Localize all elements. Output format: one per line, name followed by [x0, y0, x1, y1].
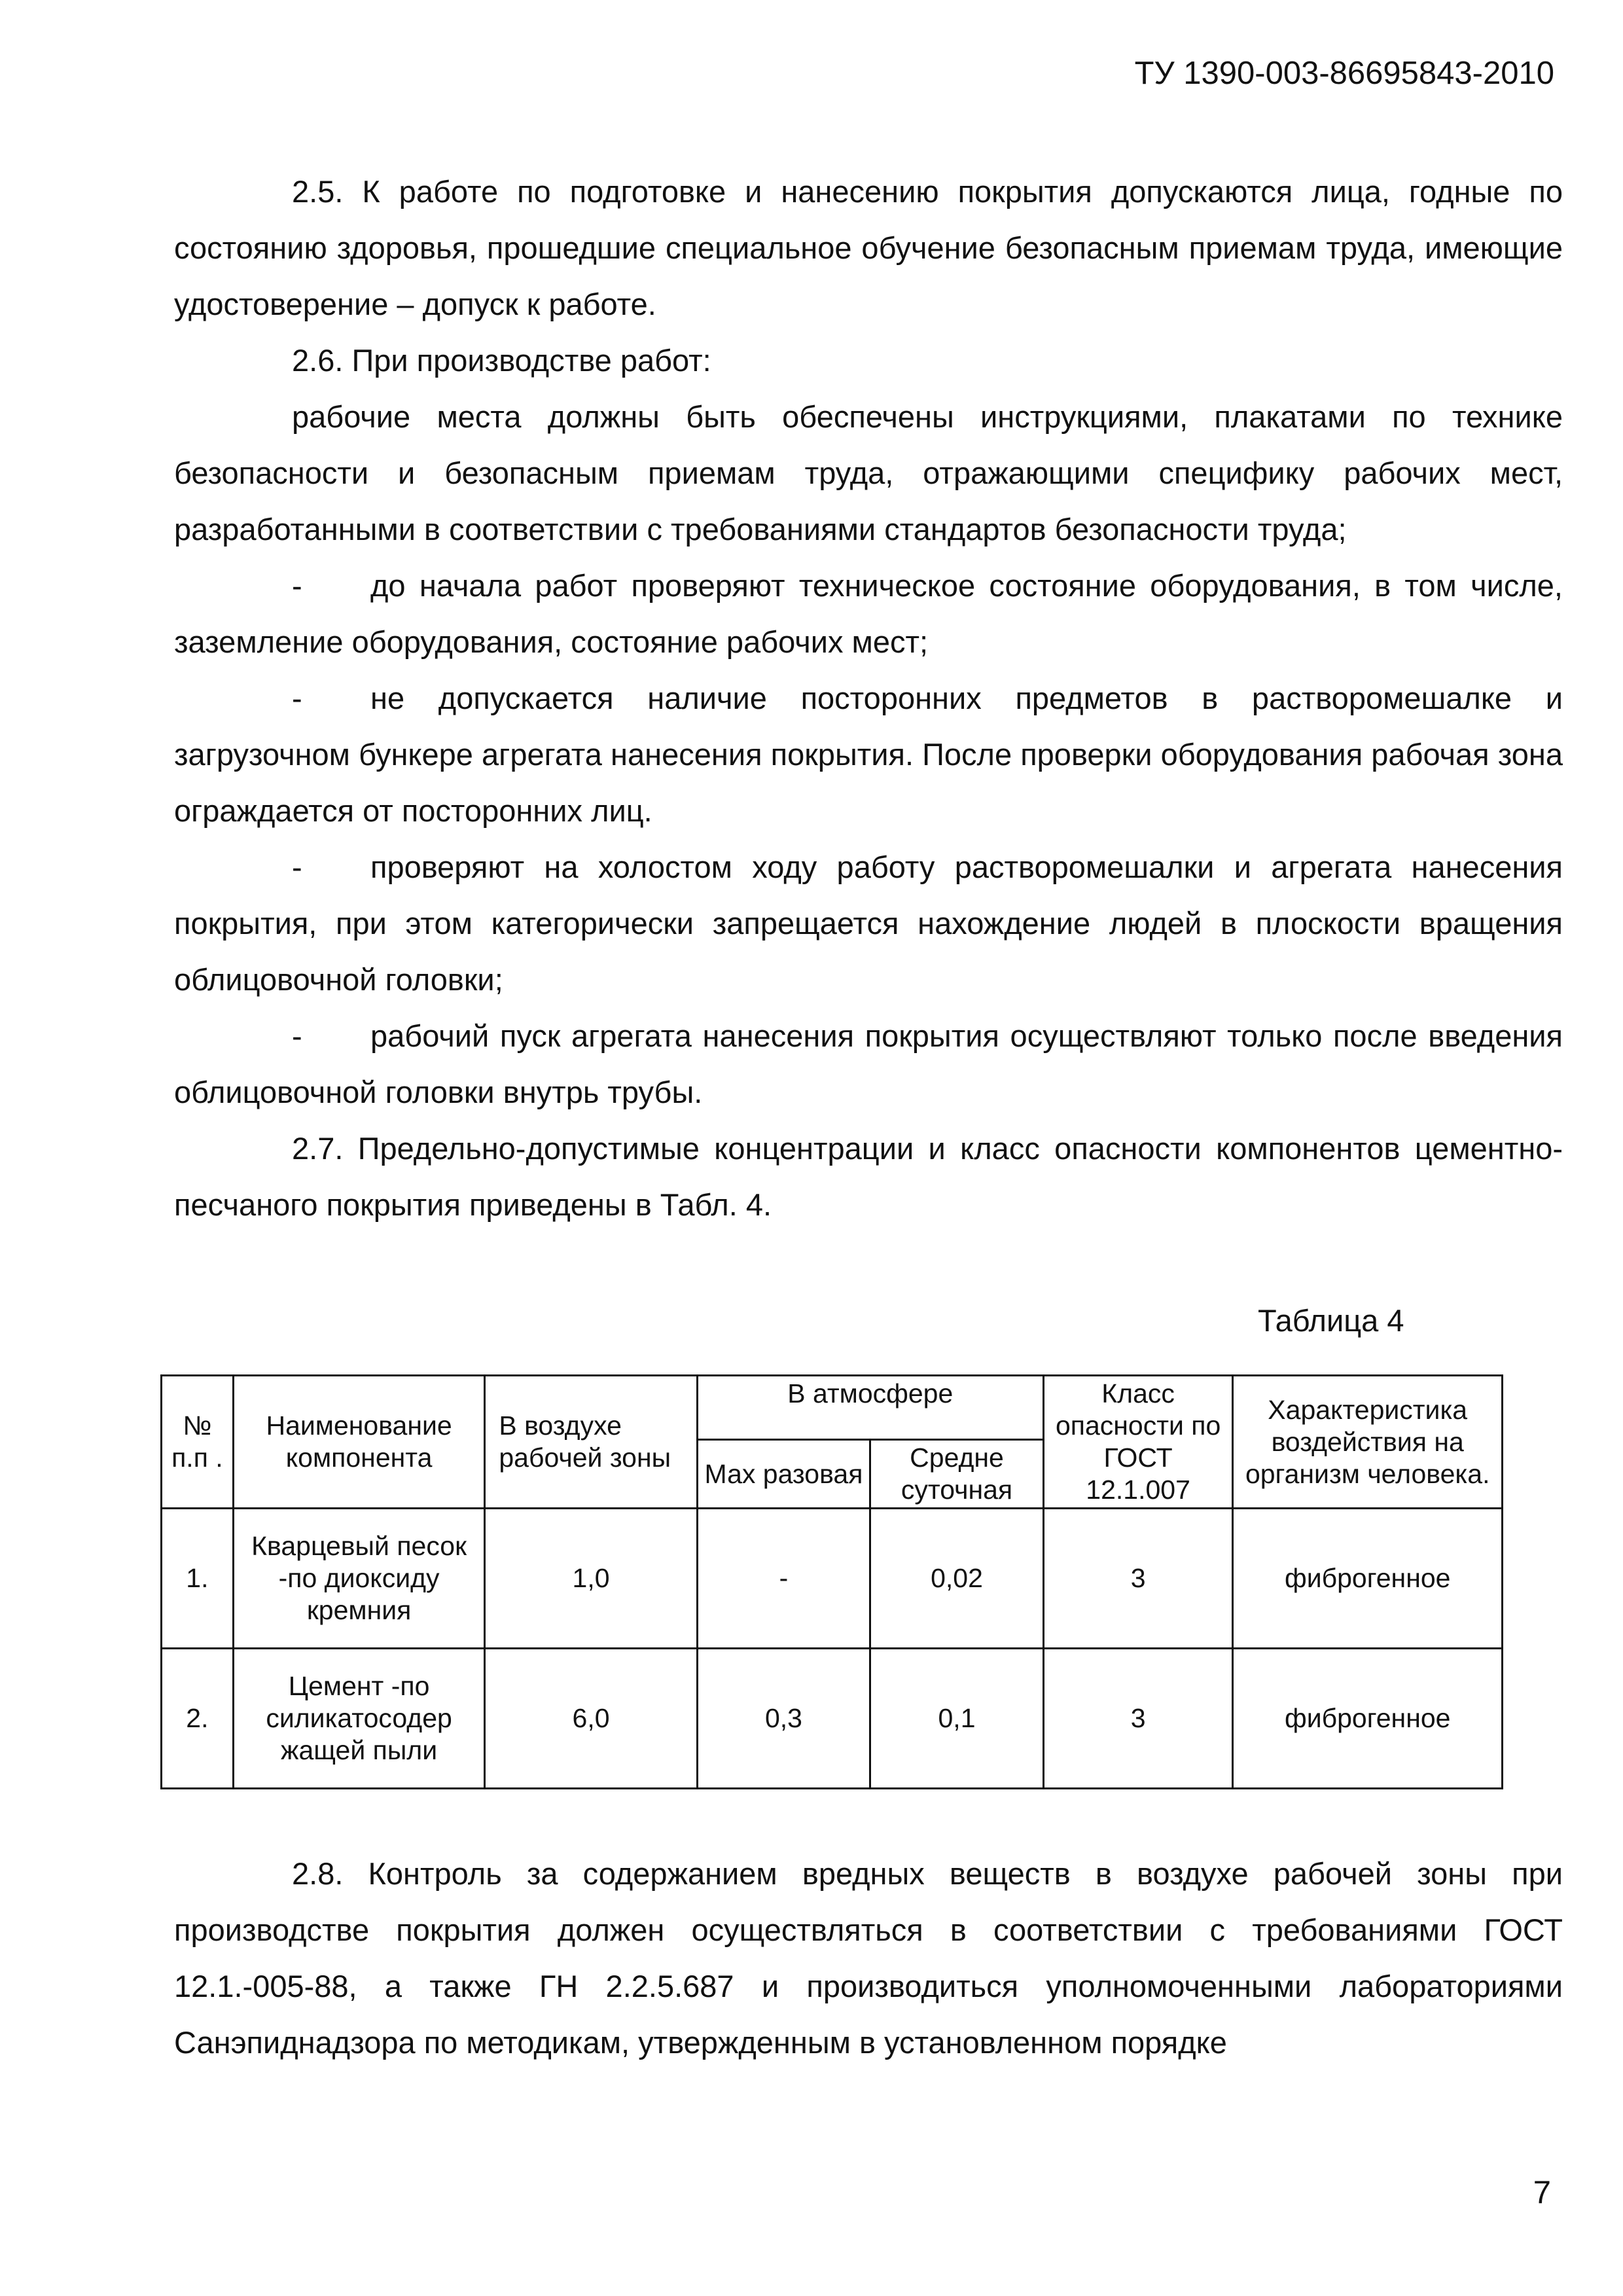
- bullet-text-2: не допускается наличие посторонних предметов в растворомешалке и загрузочном бункере агрегата нанесения покрытия. После проверки оборудования рабочая зона ограждается от посторонних лиц.: [174, 681, 1563, 828]
- bullet-item-2: [174, 670, 1563, 839]
- header-air: В воздухе рабочей зоны: [485, 1376, 697, 1509]
- header-num: № п.п .: [162, 1376, 234, 1509]
- bullet-dash: -: [292, 1018, 302, 1053]
- section-2-text: [174, 164, 1563, 1233]
- cell-name: Цемент -по силикатосодер жащей пыли: [233, 1649, 485, 1789]
- paragraph-2-8: 2.8. Контроль за содержанием вредных веществ в воздухе рабочей зоны при производстве покрытия должен осуществляться в соответствии с требованиями ГОСТ 12.1.-005-88, а также ГН 2.2.5.687 и производиться уполномоченными лабораториями Санэпиднадзора по методикам, утвержденным в установленном порядке: [174, 1856, 1563, 2060]
- cell-class: 3: [1043, 1509, 1233, 1649]
- table-4: [160, 1374, 1503, 1789]
- header-max: Мах разовая: [697, 1440, 870, 1509]
- bullet-dash: -: [292, 850, 302, 884]
- header-class: Класс опасности по ГОСТ 12.1.007: [1043, 1376, 1233, 1509]
- cell-max: -: [697, 1509, 870, 1649]
- bullet-item-1: [174, 558, 1563, 670]
- bullet-dash: -: [292, 681, 302, 715]
- header-effect: Характеристика воздействия на организм человека.: [1233, 1376, 1503, 1509]
- section-2-8-text: [174, 1846, 1563, 2071]
- cell-name: Кварцевый песок -по диоксиду кремния: [233, 1509, 485, 1649]
- header-avg: Средне суточная: [870, 1440, 1044, 1509]
- header-atmosphere: В атмосфере: [697, 1376, 1043, 1440]
- table-row: [162, 1509, 1503, 1649]
- table-row: [162, 1649, 1503, 1789]
- cell-effect: фиброгенное: [1233, 1509, 1503, 1649]
- cell-class: 3: [1043, 1649, 1233, 1789]
- page-number: 7: [1533, 2175, 1551, 2210]
- cell-num: 1.: [162, 1509, 234, 1649]
- header-name: Наименование компонента: [233, 1376, 485, 1509]
- cell-air: 1,0: [485, 1509, 697, 1649]
- paragraph-2-6-workplaces: рабочие места должны быть обеспечены инструкциями, плакатами по технике безопасности и безопасным приемам труда, отражающими специфику рабочих мест, разработанными в соответствии с требованиями стандартов безопасности труда;: [174, 399, 1563, 547]
- table-caption: Таблица 4: [1258, 1303, 1404, 1338]
- bullet-text-3: проверяют на холостом ходу работу растворомешалки и агрегата нанесения покрытия, при этом категорически запрещается нахождение людей в плоскости вращения облицовочной головки;: [174, 850, 1563, 997]
- cell-effect: фиброгенное: [1233, 1649, 1503, 1789]
- cell-avg: 0,1: [870, 1649, 1044, 1789]
- paragraph-2-6: 2.6. При производстве работ:: [292, 343, 711, 378]
- bullet-dash: -: [292, 568, 302, 603]
- paragraph-2-5: 2.5. К работе по подготовке и нанесению покрытия допускаются лица, годные по состоянию здоровья, прошедшие специальное обучение безопасным приемам труда, имеющие удостоверение – допуск к работе.: [174, 174, 1563, 321]
- cell-num: 2.: [162, 1649, 234, 1789]
- cell-max: 0,3: [697, 1649, 870, 1789]
- bullet-item-4: [174, 1008, 1563, 1121]
- paragraph-2-7: 2.7. Предельно-допустимые концентрации и класс опасности компонентов цементно-песчаного покрытия приведены в Табл. 4.: [174, 1131, 1563, 1222]
- cell-avg: 0,02: [870, 1509, 1044, 1649]
- bullet-item-3: [174, 839, 1563, 1008]
- document-code-header: ТУ 1390-003-86695843-2010: [1134, 56, 1554, 91]
- cell-air: 6,0: [485, 1649, 697, 1789]
- bullet-text-1: до начала работ проверяют техническое состояние оборудования, в том числе, заземление оборудования, состояние рабочих мест;: [174, 568, 1563, 659]
- bullet-text-4: рабочий пуск агрегата нанесения покрытия осуществляют только после введения облицовочной головки внутрь трубы.: [174, 1018, 1563, 1109]
